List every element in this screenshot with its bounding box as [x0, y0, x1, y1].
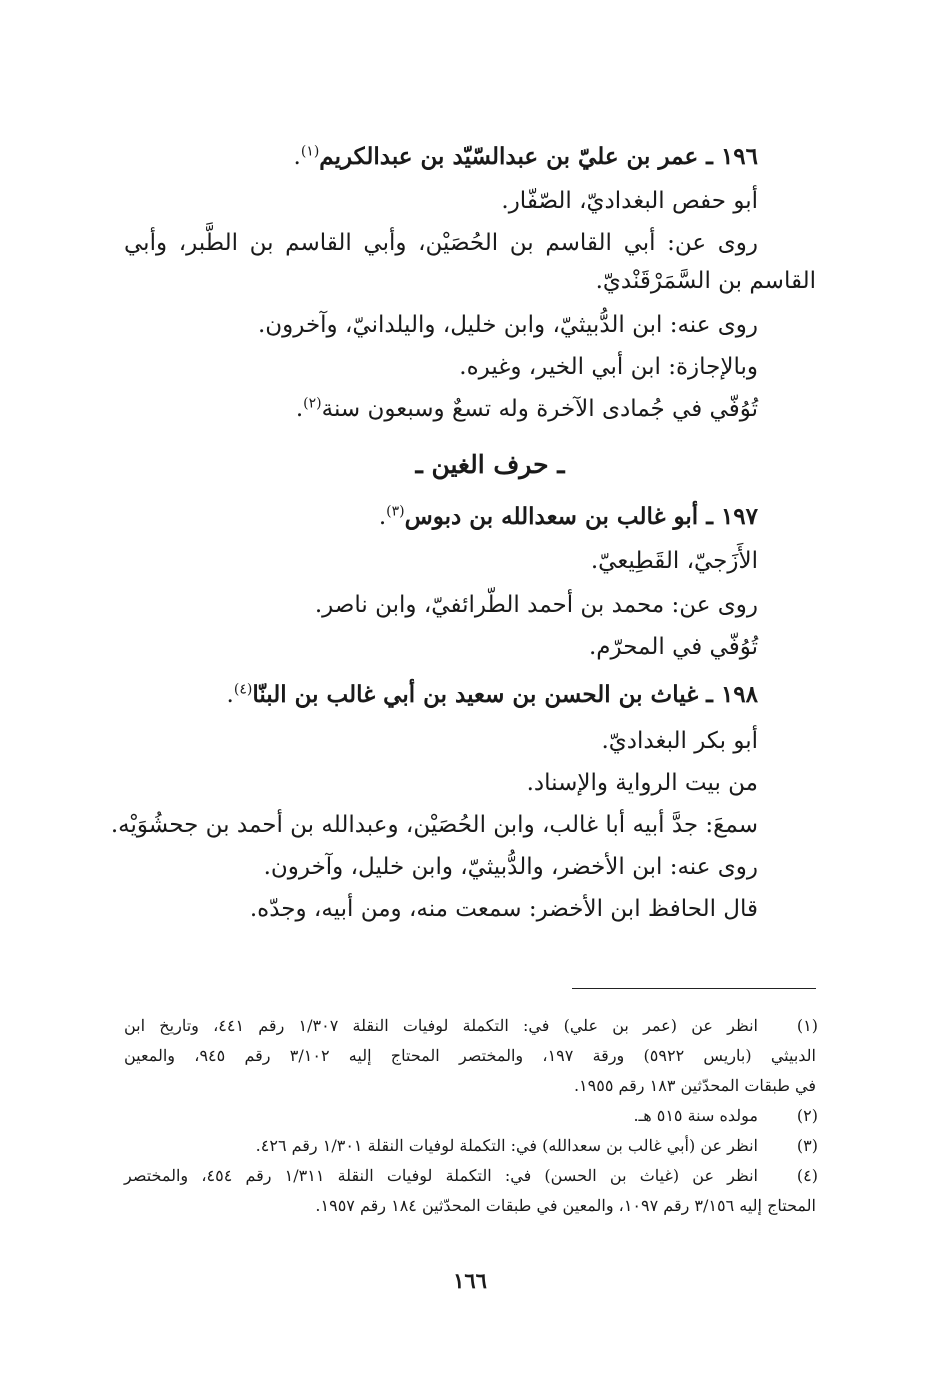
footnote-line: المحتاج إليه ٣/١٥٦ رقم ١٠٩٧، والمعين في طبقات المحدّثين ١٨٤ رقم ١٩٥٧.: [315, 1196, 816, 1215]
entry-line-text: تُوُفّي في جُمادى الآخرة وله تسعٌ وسبعون سنة: [321, 396, 758, 422]
entry-198-title: [227, 678, 758, 712]
entry-line: سمعَ: جدَّ أبيه أبا غالب، وابن الحُصَيْن، وعبدالله بن أحمد بن جحشُوَيْه.: [110, 812, 758, 838]
entry-title-text: ١٩٧ ـ أبو غالب بن سعدالله بن دبوس: [404, 503, 758, 530]
entry-line: أبو حفص البغداديّ، الصّفّار.: [501, 188, 758, 214]
entry-title-text: ١٩٦ ـ عمر بن عليّ بن عبدالسّيّد بن عبدالكريم: [319, 143, 758, 170]
footnote-number: (٤): [796, 1166, 818, 1185]
entry-line: أبو بكر البغداديّ.: [601, 728, 758, 754]
footnote-ref: (١): [300, 143, 320, 160]
footnote-number: (٢): [796, 1106, 818, 1125]
footnote-ref: (٢): [303, 395, 322, 412]
footnote-number: (١): [796, 1016, 818, 1035]
footnote-line: في طبقات المحدّثين ١٨٣ رقم ١٩٥٥.: [573, 1076, 816, 1095]
period: .: [293, 144, 301, 170]
period: .: [226, 682, 234, 708]
entry-title-text: ١٩٨ ـ غياث بن الحسن بن سعيد بن أبي غالب بن البنّا: [252, 681, 758, 708]
period: .: [378, 504, 387, 530]
entry-line: روى عنه: ابن الدُّبيثيّ، وابن خليل، واليلدانيّ، وآخرون.: [257, 312, 758, 338]
entry-line: روى عن: محمد بن أحمد الطّرائفيّ، وابن ناصر.: [314, 592, 758, 618]
entry-line: وبالإجازة: ابن أبي الخير، وغيره.: [459, 354, 758, 380]
entry-line: قال الحافظ ابن الأخضر: سمعت منه، ومن أبيه، وجدّه.: [249, 896, 758, 922]
entry-line: من بيت الرواية والإسناد.: [526, 770, 758, 796]
period: .: [295, 396, 304, 422]
section-heading: ـ حرف الغين ـ: [415, 450, 565, 479]
entry-line: روى عنه: ابن الأخضر، والدُّبيثيّ، وابن خليل، وآخرون.: [263, 854, 758, 880]
entry-line: الأَزَجيّ، القَطِيعيّ.: [590, 548, 758, 574]
footnote-line: الدبيثي (باريس ٥٩٢٢) ورقة ١٩٧، والمختصر المحتاج إليه ٣/١٠٢ رقم ٩٤٥، والمعين: [124, 1046, 817, 1065]
entry-line: تُوُفّي في المحرّم.: [588, 634, 758, 660]
entry-line: روى عن: أبي القاسم بن الحُصَيْن، وأبي القاسم بن الطَّبر، وأبي: [124, 230, 758, 256]
footnote-ref: (٤): [233, 681, 253, 698]
entry-196-title: [294, 140, 759, 174]
entry-line: القاسم بن السَّمَرْقَنْديّ.: [595, 268, 816, 294]
footnote-line: مولده سنة ٥١٥ هـ.: [633, 1106, 758, 1125]
footnote-line: انظر عن (عمر بن علي) في: التكملة لوفيات النقلة ١/٣٠٧ رقم ٤٤١، وتاريخ ابن: [124, 1016, 758, 1035]
footnote-ref: (٣): [386, 503, 405, 520]
footnote-line: انظر عن (غياث بن الحسن) في: التكملة لوفيات النقلة ١/٣١١ رقم ٤٥٤، والمختصر: [124, 1166, 759, 1185]
entry-line: [296, 392, 758, 426]
footnote-line: انظر عن (أبي غالب بن سعدالله) في: التكملة لوفيات النقلة ١/٣٠١ رقم ٤٢٦.: [255, 1136, 758, 1155]
footnote-number: (٣): [796, 1136, 818, 1155]
entry-197-title: [379, 500, 758, 534]
page-number: ١٦٦: [453, 1268, 487, 1293]
footnote-separator: [572, 988, 816, 989]
